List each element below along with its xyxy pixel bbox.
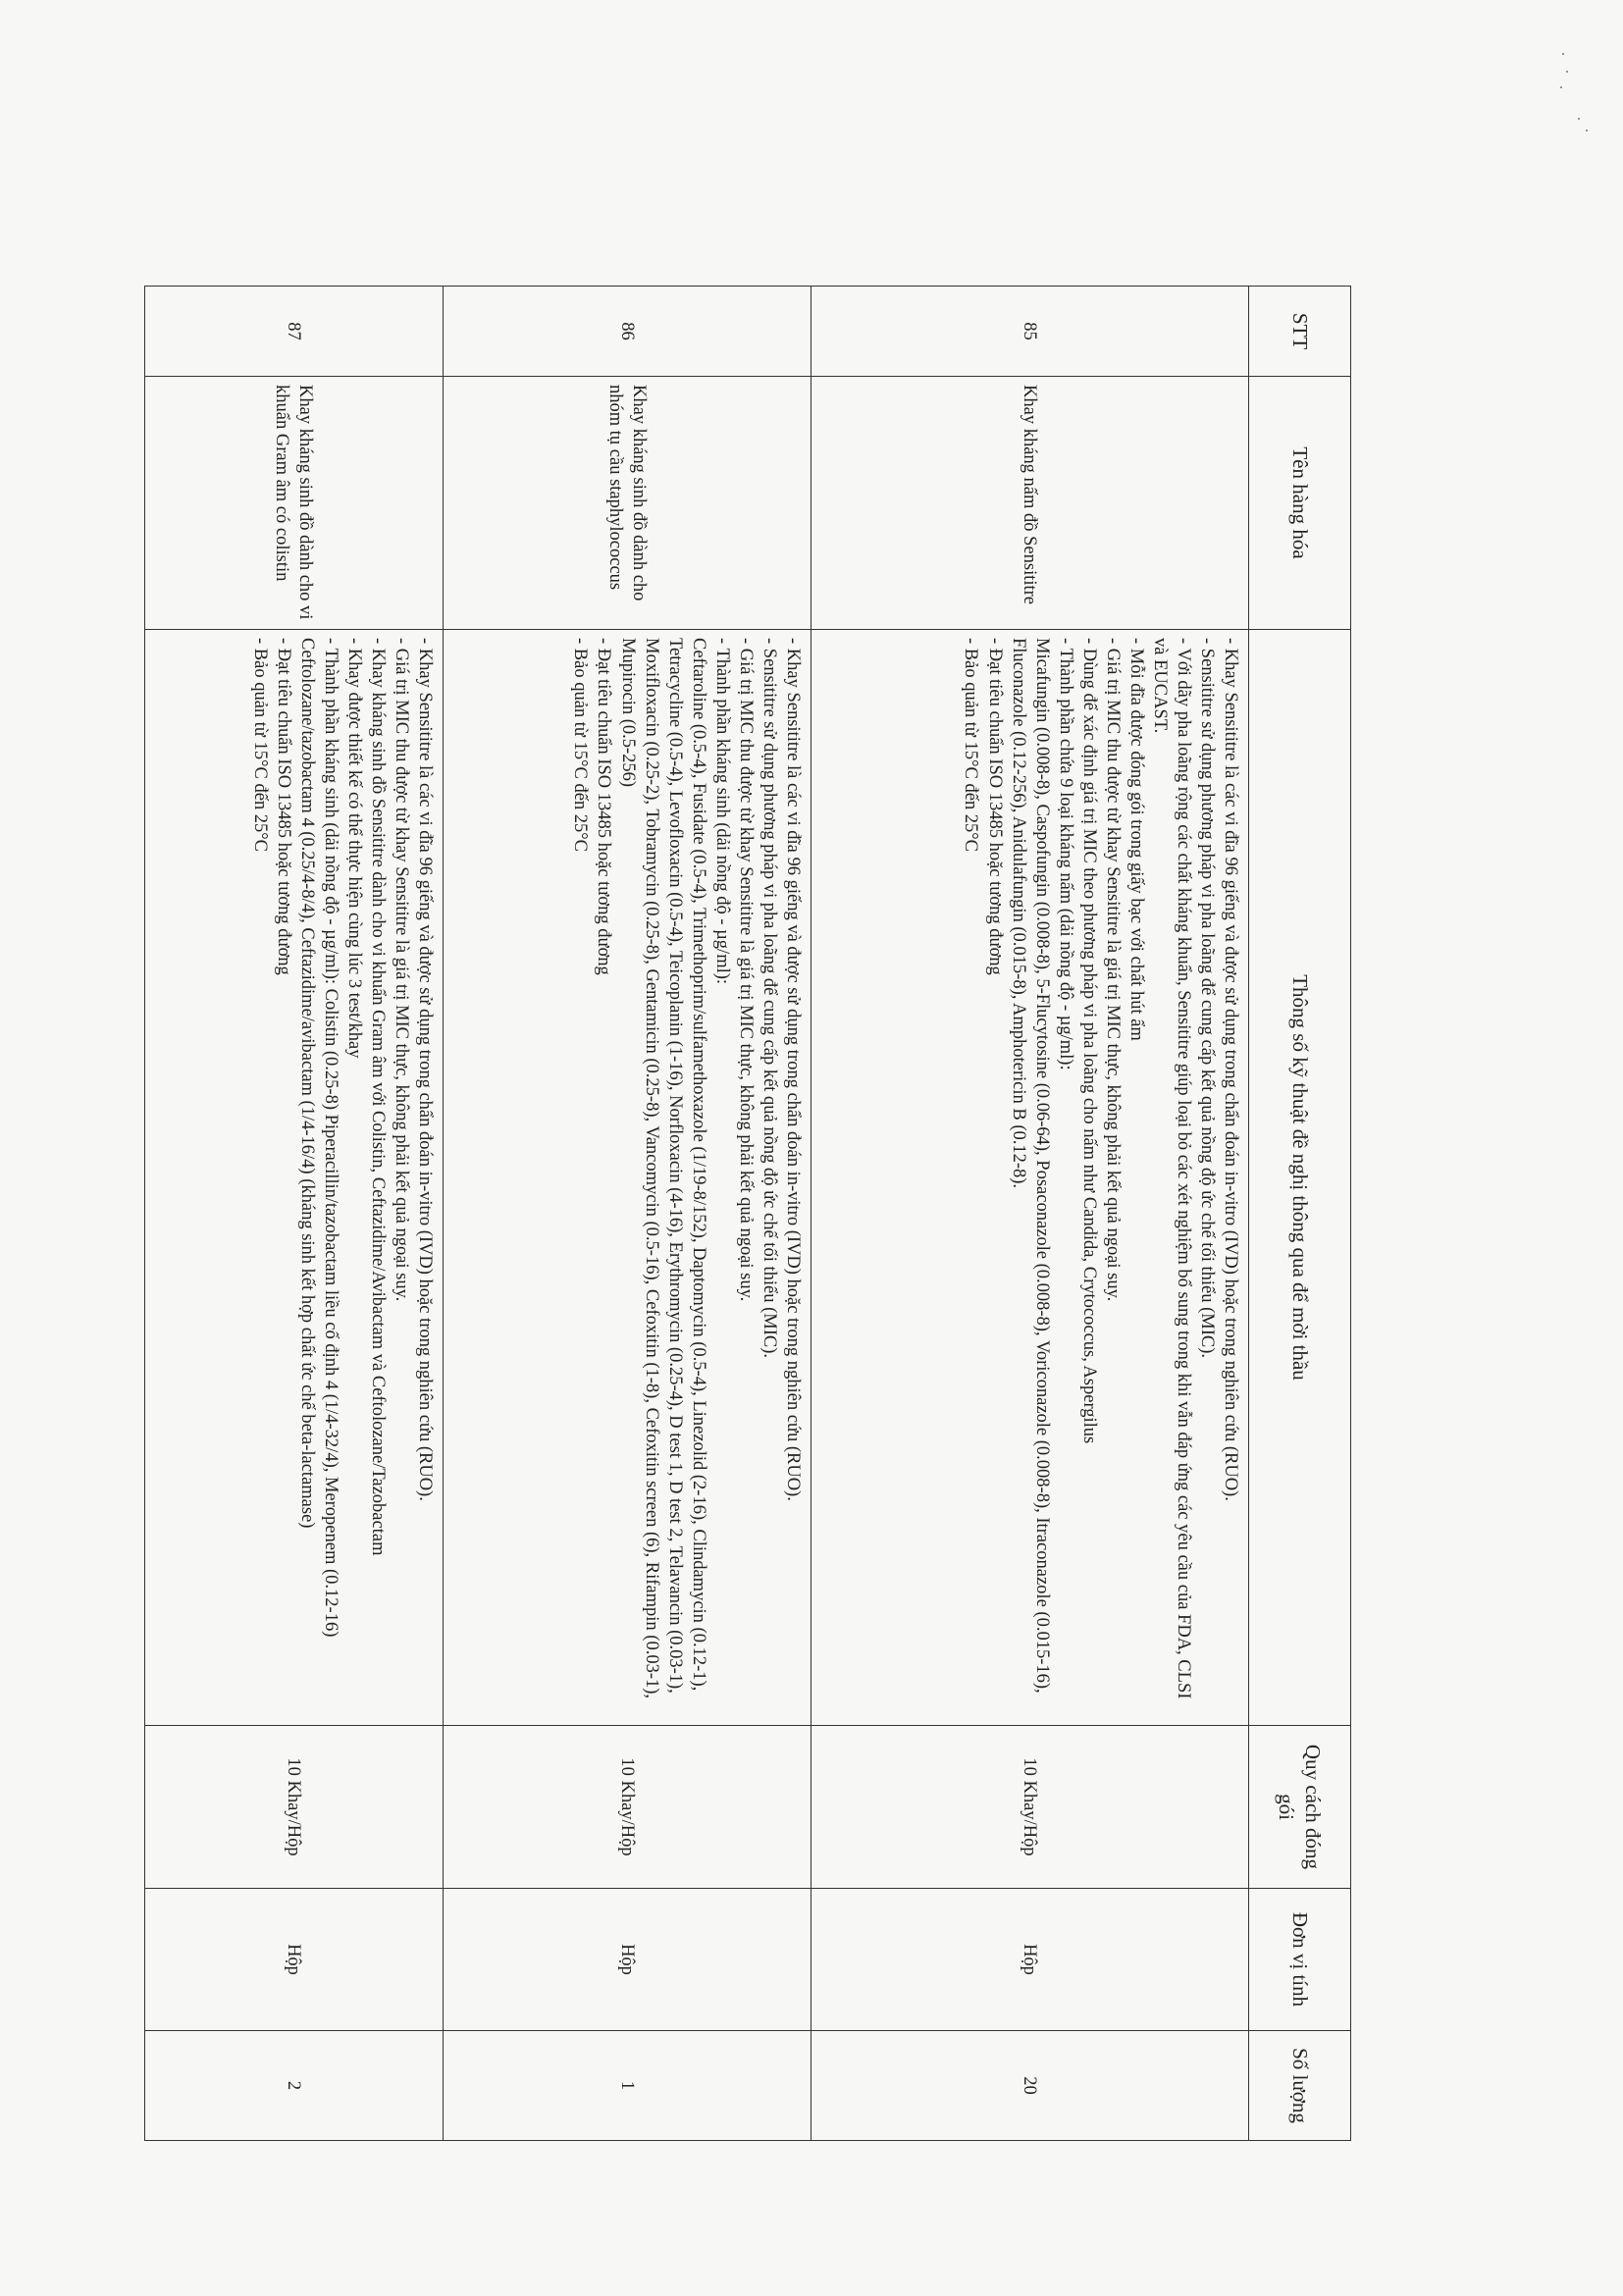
scan-marks (1556, 49, 1596, 137)
cell-stt: 87 (145, 287, 444, 377)
header-spec: Thông số kỹ thuật đề nghị thông qua để mời thầu (1249, 630, 1351, 1726)
spec-line: Ceftaroline (0.5-4), Fusidate (0.5-4), Trimethoprim/sulfamethoxazole (1/19-8/152), Daptomycin (0.5-4), Linezolid (2-16), Clindamycin (0.12-1), Tetracycline (0.5-4), Levofloxacin (0.5-4), Teicoplanin (1-16), Norfloxacin (4-16), Erythromycin (0.25-4), D test 1, D test 2, Telavancin (0.03-1), Moxifloxacin (0.25-2), Tobramycin (0.25-8), Gentamicin (0.25-8), Vancomycin (0.5-16), Cefoxitin (1-8), Cefoxitin screen (6), Rifampin (0.03-1), Mupirocin (0.5-256) (617, 638, 708, 1699)
spec-line: - Khay Sensititre là các vi đĩa 96 giếng và được sử dụng trong chẩn đoán in-vitro (IVD) hoặc trong nghiên cứu (RUO). (414, 638, 435, 1501)
spec-line: - Khay được thiết kế có thể thực hiện cùng lúc 3 test/khay (343, 638, 364, 1059)
header-stt: STT (1249, 287, 1351, 377)
spec-line: - Bảo quản từ 15°C đến 25°C (961, 638, 981, 853)
table-row (443, 287, 811, 2141)
cell-stt: 86 (443, 287, 811, 377)
table-row (811, 287, 1248, 2141)
spec-line: - Giá trị MIC thu được từ khay Sensititre là giá trị MIC thực, không phải kết quả ngoại suy. (1102, 638, 1123, 1302)
spec-line: - Thành phần kháng sinh (dải nồng độ - µg/ml): (711, 638, 732, 985)
cell-qty: 1 (443, 2031, 811, 2141)
cell-qty: 2 (145, 2031, 444, 2141)
spec-line: - Khay Sensititre là các vi đĩa 96 giếng và được sử dụng trong chẩn đoán in-vitro (IVD) hoặc trong nghiên cứu (RUO). (1221, 638, 1240, 1501)
cell-pack: 10 Khay/Hộp (145, 1726, 444, 1889)
rotated-page (144, 286, 1351, 2140)
cell-unit: Hộp (145, 1889, 444, 2031)
spec-line: - Bảo quản từ 15°C đến 25°C (249, 638, 270, 853)
spec-line: - Giá trị MIC thu được từ khay Sensititre là giá trị MIC thực, không phải kết quả ngoại suy. (735, 638, 756, 1302)
cell-name: Khay kháng sinh đồ dành cho vi khuẩn Gram âm có colistin (145, 377, 444, 630)
spec-line: - Thành phần kháng sinh (dải nồng độ - µg/ml): Colistin (0.25-8) Piperacillin/tazobactam liều cố định 4 (1/4-32/4), Meropenem (0.12-16) Ceftolozane/tazobactam 4 (0.25/4-8/4), Ceftazidime/avibactam (1/4-16/4) (kháng sinh kết hợp chất ức chế beta-lactamase) (296, 638, 340, 1638)
cell-spec (811, 630, 1248, 1726)
spec-line: - Khay Sensititre là các vi đĩa 96 giếng và được sử dụng trong chẩn đoán in-vitro (IVD) hoặc trong nghiên cứu (RUO). (782, 638, 803, 1501)
spec-line: - Bảo quản từ 15°C đến 25°C (570, 638, 591, 853)
cell-qty: 20 (811, 2031, 1248, 2141)
spec-line: - Đạt tiêu chuẩn ISO 13485 hoặc tương đương (273, 638, 293, 975)
spec-line: - Sensititre sử dụng phương pháp vi pha loãng để cung cấp kết quả nồng độ ức chế tối thiểu (MIC). (759, 638, 779, 1358)
spec-line: Micafungin (0.008-8), Caspofungin (0.008-8), 5-Flucytosine (0.06-64), Posaconazole (0.008-8), Voriconazole (0.008-8), Itraconazole (0.015-16), Fluconazole (0.12-256), Anidulafungin (0.015-8), Amphotericin B (0.12-8). (1008, 638, 1052, 1694)
cell-name: Khay kháng sinh đồ dành cho nhóm tụ cầu staphylococcus (443, 377, 811, 630)
cell-spec (443, 630, 811, 1726)
spec-line: - Giá trị MIC thu được từ khay Sensititre là giá trị MIC thực, không phải kết quả ngoại suy. (391, 638, 411, 1302)
cell-pack: 10 Khay/Hộp (811, 1726, 1248, 1889)
spec-line: - Đạt tiêu chuẩn ISO 13485 hoặc tương đương (984, 638, 1005, 975)
cell-spec (145, 630, 444, 1726)
cell-pack: 10 Khay/Hộp (443, 1726, 811, 1889)
equipment-spec-table (144, 286, 1351, 2141)
cell-name: Khay kháng nấm đồ Sensititre (811, 377, 1248, 630)
spec-line: - Khay kháng sinh đồ Sensititre dành cho vi khuẩn Gram âm với Colistin, Ceftazidime/Avibactam và Ceftolozane/Tazobactam (367, 638, 388, 1556)
header-pack: Quy cách đóng gói (1249, 1726, 1351, 1889)
spec-line: - Đạt tiêu chuẩn ISO 13485 hoặc tương đương (594, 638, 614, 975)
spec-line: - Thành phần chứa 9 loại kháng nấm (dải nồng độ - µg/ml): (1055, 638, 1075, 1070)
spec-line: - Dùng để xác định giá trị MIC theo phương pháp vi pha loãng cho nấm như Candida, Crytococcus, Aspergilus (1078, 638, 1099, 1444)
cell-stt: 85 (811, 287, 1248, 377)
cell-unit: Hộp (811, 1889, 1248, 2031)
header-name: Tên hàng hóa (1249, 377, 1351, 630)
header-qty: Số lượng (1249, 2031, 1351, 2141)
table-header-row (1249, 287, 1351, 2141)
cell-unit: Hộp (443, 1889, 811, 2031)
spec-line: - Sensititre sử dụng phương pháp vi pha loãng để cung cấp kết quả nồng độ ức chế tối thiểu (MIC). (1196, 638, 1217, 1358)
header-unit: Đơn vị tính (1249, 1889, 1351, 2031)
spec-line: - Mỗi đĩa được đóng gói trong giấy bạc với chất hút ẩm (1126, 638, 1146, 1041)
table-row (145, 287, 444, 2141)
spec-line: - Với dãy pha loãng rộng các chất kháng khuẩn, Sensititre giúp loại bỏ các xét nghiệm bổ sung trong khi vẫn đáp ứng các yêu cầu của FDA, CLSI và EUCAST. (1149, 638, 1193, 1699)
